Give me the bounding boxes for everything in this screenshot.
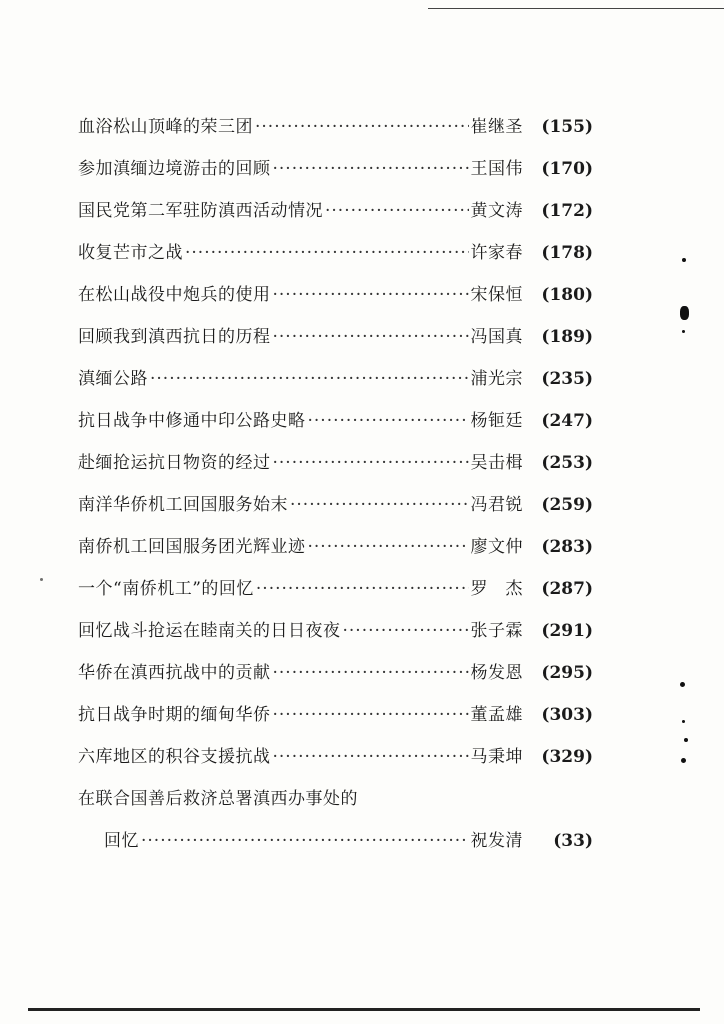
- scan-speck: [680, 306, 689, 320]
- toc-entry[interactable]: [78, 196, 593, 238]
- toc-entry-page: (253): [541, 453, 593, 473]
- toc-entry-page: (189): [541, 327, 593, 347]
- dot-leader: [343, 616, 469, 646]
- toc-entry-title: 国民党第二军驻防滇西活动情况: [78, 201, 323, 221]
- toc-entry-title: 抗日战争时期的缅甸华侨: [78, 705, 271, 725]
- toc-entry-author: 董孟雄: [470, 705, 523, 725]
- toc-entry[interactable]: [78, 406, 593, 448]
- toc-entry-page: (180): [541, 285, 593, 305]
- toc-entry-author: 祝发清: [470, 831, 523, 851]
- toc-entry-page: (291): [541, 621, 593, 641]
- dot-leader: [273, 154, 469, 184]
- toc-entry-page: (283): [541, 537, 593, 557]
- toc-entry-title: 抗日战争中修通中印公路史略: [78, 411, 306, 431]
- toc-entry-title: 血浴松山顶峰的荣三团: [78, 117, 253, 137]
- toc-entry[interactable]: [78, 658, 593, 700]
- toc-entry[interactable]: [78, 364, 593, 406]
- toc-entry-title: 回顾我到滇西抗日的历程: [78, 327, 271, 347]
- toc-entry[interactable]: [78, 700, 593, 742]
- dot-leader: [273, 280, 469, 310]
- toc-entry-page: (172): [541, 201, 593, 221]
- toc-entry-title: 南洋华侨机工回国服务始末: [78, 495, 288, 515]
- dot-leader: [273, 322, 469, 352]
- scan-speck: [680, 682, 685, 687]
- dot-leader: [273, 700, 469, 730]
- toc-entry-page: (329): [541, 747, 593, 767]
- toc-entry-title: 回忆战斗抢运在睦南关的日日夜夜: [78, 621, 341, 641]
- toc-entry-title: 六库地区的积谷支援抗战: [78, 747, 271, 767]
- dot-leader: [255, 112, 469, 142]
- dot-leader: [308, 406, 469, 436]
- toc-entry-author: 王国伟: [470, 159, 523, 179]
- scan-speck: [40, 578, 43, 581]
- toc-entry-author: 许家春: [470, 243, 523, 263]
- table-of-contents: [78, 112, 593, 868]
- toc-entry-page: (247): [541, 411, 593, 431]
- toc-entry-page: (170): [541, 159, 593, 179]
- toc-entry-author: 黄文涛: [470, 201, 523, 221]
- toc-entry-author: 杨发恩: [470, 663, 523, 683]
- toc-entry-page: (33): [553, 831, 593, 851]
- toc-entry-title: 在松山战役中炮兵的使用: [78, 285, 271, 305]
- toc-entry[interactable]: [78, 574, 593, 616]
- toc-entry-page: (295): [541, 663, 593, 683]
- dot-leader: [273, 742, 469, 772]
- toc-entry[interactable]: [78, 154, 593, 196]
- dot-leader: [185, 238, 469, 268]
- toc-entry-page: (235): [541, 369, 593, 389]
- dot-leader: [308, 532, 469, 562]
- toc-entry-title: 滇缅公路: [78, 369, 148, 389]
- toc-entry[interactable]: [78, 280, 593, 322]
- toc-entry-author: 冯国真: [470, 327, 523, 347]
- scan-speck: [682, 720, 685, 723]
- toc-entry-page: (303): [541, 705, 593, 725]
- toc-entry-author: 冯君锐: [470, 495, 523, 515]
- toc-entry-author: 吴击楫: [470, 453, 523, 473]
- toc-entry-author: 杨钷廷: [470, 411, 523, 431]
- toc-entry-page: (287): [541, 579, 593, 599]
- toc-entry-title-line2: 回忆: [104, 831, 139, 851]
- toc-entry-multiline[interactable]: [78, 784, 593, 868]
- dot-leader: [256, 574, 469, 604]
- toc-entry[interactable]: [78, 742, 593, 784]
- toc-entry-author: 崔继圣: [470, 117, 523, 137]
- toc-entry-title: 南侨机工回国服务团光辉业迹: [78, 537, 306, 557]
- toc-entry-author: 廖文仲: [470, 537, 523, 557]
- scan-speck: [684, 738, 688, 742]
- dot-leader: [290, 490, 469, 520]
- toc-entry-title-line1: 在联合国善后救济总署滇西办事处的: [78, 789, 358, 809]
- toc-entry-author: 马秉坤: [470, 747, 523, 767]
- bottom-rule: [28, 1008, 700, 1011]
- toc-entry-author: 宋保恒: [470, 285, 523, 305]
- toc-entry[interactable]: [78, 448, 593, 490]
- toc-entry[interactable]: [78, 532, 593, 574]
- scan-speck: [682, 258, 686, 262]
- toc-entry-title: 一个“南侨机工”的回忆: [78, 579, 254, 599]
- toc-entry-page: (155): [541, 117, 593, 137]
- dot-leader: [150, 364, 469, 394]
- dot-leader: [273, 448, 469, 478]
- toc-entry-author: 罗 杰: [470, 579, 523, 599]
- toc-entry-author: 张子霖: [470, 621, 523, 641]
- scan-speck: [682, 330, 685, 333]
- dot-leader: [141, 826, 469, 856]
- toc-entry-author: 浦光宗: [470, 369, 523, 389]
- toc-entry-title: 华侨在滇西抗战中的贡献: [78, 663, 271, 683]
- toc-entry-title: 赴缅抢运抗日物资的经过: [78, 453, 271, 473]
- toc-entry[interactable]: [78, 238, 593, 280]
- toc-entry-page: (178): [541, 243, 593, 263]
- top-rule: [428, 8, 724, 9]
- toc-entry[interactable]: [78, 112, 593, 154]
- toc-entry-title: 参加滇缅边境游击的回顾: [78, 159, 271, 179]
- dot-leader: [273, 658, 469, 688]
- toc-entry[interactable]: [78, 616, 593, 658]
- dot-leader: [325, 196, 469, 226]
- toc-entry-title: 收复芒市之战: [78, 243, 183, 263]
- scan-speck: [681, 758, 686, 763]
- toc-entry[interactable]: [78, 322, 593, 364]
- toc-entry-page: (259): [541, 495, 593, 515]
- toc-entry[interactable]: [78, 490, 593, 532]
